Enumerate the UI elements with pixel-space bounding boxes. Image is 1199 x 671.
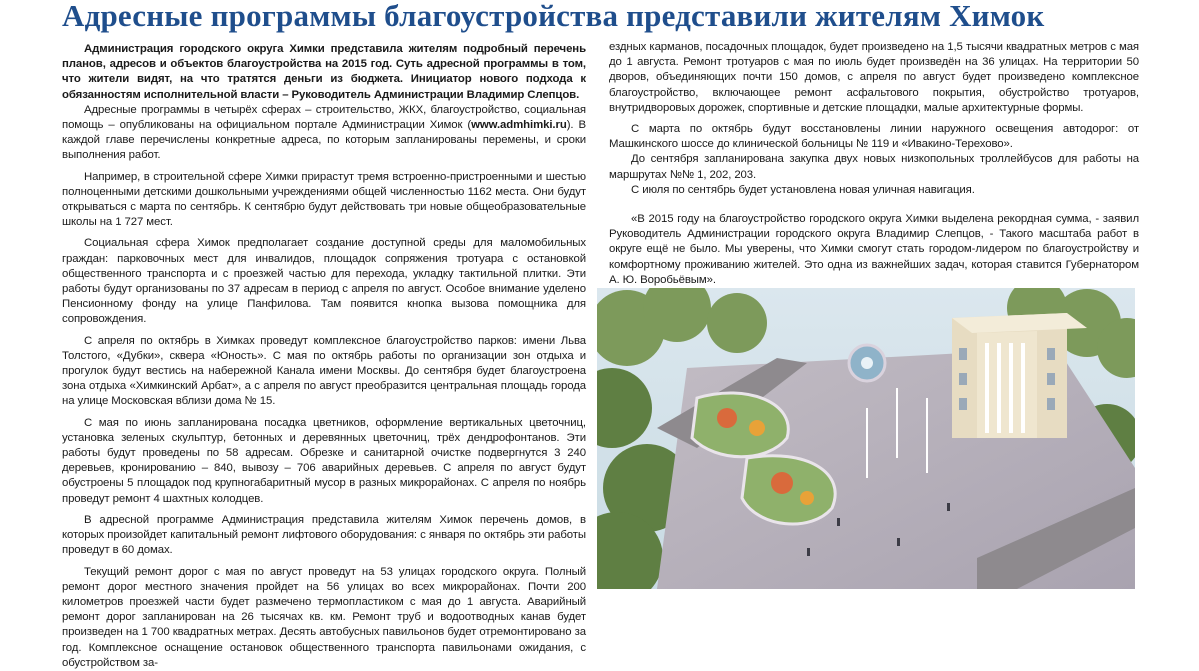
- article-lead: Администрация городского округа Химки представила жителям подробный перечень планов, адресов и объектов благоустройства на 2015 год. Суть адресной программы в том, что жители видят, на что тратятся деньги из бюджета. Инициатор нового подхода к обязанностям исполнительной власти – Руководитель Администрации Владимир Слепцов.: [62, 43, 586, 101]
- article-headline: Адресные программы благоустройства представили жителям Химок: [62, 0, 1045, 33]
- paragraph-elevators: В адресной программе Администрация представила жителям Химок перечень домов, в которых произойдет капитальный ремонт лифтового оборудования: с января по октябрь эти работы проведут в 60 домах.: [62, 513, 586, 557]
- paragraph-construction: Например, в строительной сфере Химки прирастут тремя встроенно-пристроенными и шестью полноценными детскими дошкольными учреждениями общей численностью 1162 места. Они будут открываться с марта по сентябрь. К сентябрю будут действовать три новые общеобразовательные школы на 1 727 мест.: [62, 170, 586, 229]
- article-column-right: [609, 40, 1139, 288]
- paragraph-navigation: С июля по сентябрь будет установлена новая уличная навигация.: [631, 183, 975, 196]
- portal-link[interactable]: www.admhimki.ru: [471, 119, 567, 132]
- paragraph-portal: [62, 103, 586, 164]
- paragraph-trolleybuses: До сентября запланирована закупка двух новых низкопольных троллейбусов для работы на маршрутах №№ 1, 202, 203.: [609, 153, 1139, 181]
- paragraph-text: ). В каждой главе перечислены конкретные адреса, по которым запланированы перемены, и сроки выполнения работ.: [62, 119, 586, 162]
- paragraph-social: Социальная сфера Химок предполагает создание доступной среды для маломобильных граждан: парковочных мест для инвалидов, площадок сопряжения тротуара с остановкой общественного транспорта и с проезжей частью для перехода, укладку тактильной плитки. Эти работы будут организованы по 37 адресам в период с апреля по август. Особое внимание уделено Пенсионному фонду на улице Панфилова. Там появится кнопка вызова помощника для сопровождения.: [62, 237, 586, 326]
- square-rendering-image: [597, 288, 1135, 589]
- paragraph-parks: С апреля по октябрь в Химках проведут комплексное благоустройство парков: имени Льва Толстого, «Дубки», сквера «Юность». С мая по октябрь работы по организации зон отдыха и прогулок будут вестись на набережной Канала имени Москвы. До сентября будет благоустроена зона отдыха «Химкинский Арбат», а с апреля по август преобразится центральная площадь города на улице Московская вблизи дома № 15.: [62, 334, 586, 408]
- paragraph-text: Адресные программы в четырёх сферах – строительство, ЖКХ, благоустройство, социальная помощь – опубликованы на официальном портале Администрации Химок (: [62, 103, 586, 132]
- paragraph-roads-continued: ездных карманов, посадочных площадок, будет произведено на 1,5 тысячи квадратных метров с мая до 1 августа. Ремонт тротуаров с мая по июль будет произведён на 36 улицах. На территории 50 дворов, объединяющих почти 150 домов, с апреля по август будет произведено комплексное благоустройство, включающее ремонт асфальтового покрытия, обустройство тротуаров, внутридворовых дорожек, спортивные и детские площадки, малые архитектурные формы.: [609, 41, 1139, 114]
- paragraph-lighting: С марта по октябрь будут восстановлены линии наружного освещения автодорог: от Машкинского шоссе до клинической больницы № 119 и «Ивакино-Терехово».: [609, 123, 1139, 151]
- square-rendering-illustration: [597, 288, 1135, 589]
- paragraph-greening: С мая по июнь запланирована посадка цветников, оформление вертикальных цветочниц, установка зеленых скульптур, бетонных и деревянных цветочниц, трёх дендрофонтанов. Эти работы будут проведены по 58 адресам. Обрезке и санитарной очистке подвергнутся 3 240 деревьев, кронированию – 840, вывозу – 706 аварийных деревьев. С апреля по август будут обустроены 5 площадок под крупногабаритный мусор в разных микрорайонах. С апреля по ноябрь проведут ремонт 4 шахтных колодцев.: [62, 416, 586, 505]
- quote-paragraph: «В 2015 году на благоустройство городского округа Химки выделена рекордная сумма, - заявил Руководитель Администрации городского округа Владимир Слепцов, - Такого масштаба работ в округе ещё не было. Мы уверены, что Химки смогут стать городом-лидером по благоустройству и комфортному проживанию жителей. Это одна из важнейших задач, которая ставится Губернатором А. Ю. Воробьёвым».: [609, 213, 1139, 286]
- article-column-left: [62, 42, 586, 671]
- paragraph-roads: Текущий ремонт дорог с мая по август проведут на 53 улицах городского округа. Полный ремонт дорог местного значения пройдет на 56 улицах во всех микрорайонах. Почти 200 километров проезжей части будет размечено термопластиком с мая до 1 августа. Аварийный ремонт дорог запланирован на 26 тысячах кв. км. Ремонт труб и водоотводных канав будет произведен на 1 700 квадратных метрах. Десять автобусных павильонов будет отремонтировано за год. Комплексное оснащение остановок общественного транспорта павильонами ожидания, с обустройством за-: [62, 565, 586, 669]
